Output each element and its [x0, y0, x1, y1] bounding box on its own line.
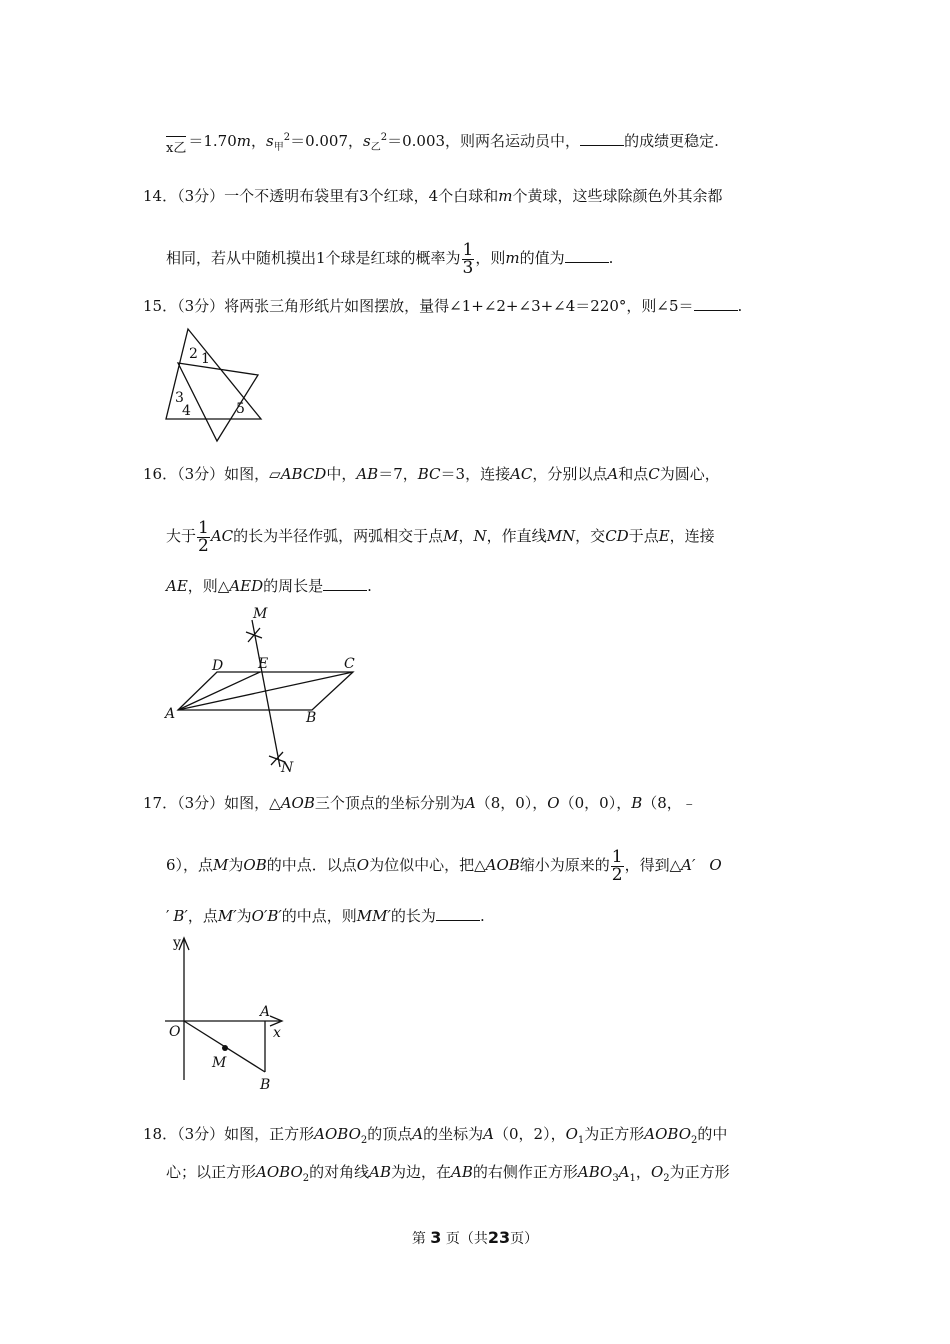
v-o2: O	[650, 1163, 664, 1181]
v-ac: AC	[210, 527, 234, 545]
label-m: M	[212, 1055, 227, 1071]
t: （8，0），	[475, 794, 548, 812]
t: .	[479, 907, 485, 925]
q15-score: （3分）	[177, 297, 225, 315]
v-abcd: ABCD	[280, 465, 327, 483]
q13-end: 的成绩更稳定.	[624, 132, 719, 150]
v-a1: A	[618, 1163, 630, 1181]
triangle-down	[178, 363, 258, 441]
q14-end: .	[608, 249, 614, 267]
answer-blank	[694, 296, 738, 311]
v-cd: CD	[605, 527, 629, 545]
sq-yi: 2	[380, 132, 388, 143]
page-number: 3	[430, 1228, 442, 1247]
v-ab: AB	[356, 465, 379, 483]
t: 为圆心，	[659, 465, 720, 483]
t: ＝7，	[378, 465, 418, 483]
t: ，作直线	[486, 527, 547, 545]
frac-den: 2	[611, 864, 623, 885]
t: 的长为半径作弧，两弧相交于点	[233, 527, 444, 545]
total-pages: 23	[487, 1228, 511, 1247]
q13-sep: ，	[250, 132, 266, 150]
label-c: C	[344, 656, 355, 672]
q15-number: 15．	[143, 297, 178, 315]
q14-text-2: 相同，若从中随机摸出1个球是红球的概率为	[166, 249, 461, 267]
q16-score: （3分）	[177, 465, 225, 483]
v-aobo: AOBO	[256, 1163, 303, 1181]
t: ＝3，连接	[440, 465, 511, 483]
label-o: O	[169, 1024, 181, 1040]
t: ，	[635, 1163, 651, 1181]
sub: 1	[629, 1173, 636, 1184]
page-footer	[0, 1228, 950, 1248]
v-b-prime: B′	[173, 907, 188, 925]
q17-line1	[143, 793, 697, 813]
v-o: O	[356, 856, 370, 874]
sub: 2	[302, 1173, 310, 1184]
t: 如图，▱	[224, 465, 281, 483]
answer-blank	[580, 131, 624, 146]
q18-line2	[166, 1162, 730, 1189]
q13-unit: m	[236, 132, 251, 150]
sub: 2	[360, 1135, 368, 1146]
s-jia: s	[266, 132, 274, 150]
answer-blank	[565, 248, 609, 263]
q16-figure	[160, 602, 370, 777]
q14-text-4: 的值为	[519, 249, 565, 267]
q15-figure	[160, 325, 270, 445]
q15-end: .	[737, 297, 743, 315]
t: .	[367, 577, 372, 595]
q17-number: 17．	[143, 794, 178, 812]
q16-line2	[166, 516, 715, 556]
t: （0，0），	[559, 794, 632, 812]
v-ob: OB	[243, 856, 267, 874]
q14-text-3: ，则	[475, 249, 506, 267]
q14-line2	[166, 238, 613, 278]
footer-post: 页）	[510, 1231, 539, 1247]
v-m: M	[443, 527, 459, 545]
q17-line3	[166, 906, 485, 926]
q13-tail	[166, 128, 719, 158]
v-ab: AB	[369, 1163, 391, 1181]
t: 的坐标为	[423, 1125, 484, 1143]
v-o1: O	[565, 1125, 578, 1143]
q18-score: （3分）	[177, 1125, 225, 1143]
t: ，点	[187, 907, 218, 925]
t: ′	[166, 907, 170, 925]
v-aed: AED	[229, 577, 264, 595]
t: ，则△	[187, 577, 230, 595]
t: 为	[236, 907, 252, 925]
v-bc: BC	[417, 465, 441, 483]
sub: 1	[577, 1135, 585, 1146]
label-y: y	[173, 935, 181, 951]
t: 和点	[618, 465, 649, 483]
q18-number: 18．	[143, 1125, 178, 1143]
v-a: A	[412, 1125, 424, 1143]
t: 为	[228, 856, 244, 874]
t: 的长为	[390, 907, 436, 925]
t: 中，	[326, 465, 357, 483]
t: 为正方形	[584, 1125, 645, 1143]
v-abo: ABO	[577, 1163, 613, 1181]
v-a: A	[483, 1125, 494, 1143]
q14-var: m	[498, 187, 513, 205]
t: ，得到△	[624, 856, 682, 874]
v-aob: AOB	[485, 856, 520, 874]
q14-text-b: 个黄球，这些球除颜色外其余都	[512, 187, 723, 205]
v-m: M	[213, 856, 229, 874]
segment-ae	[178, 672, 260, 710]
t: 三个顶点的坐标分别为	[314, 794, 465, 812]
angle-5: 5	[236, 401, 245, 417]
frac-num: 1	[198, 517, 209, 538]
xbar-yi: x乙	[166, 136, 186, 159]
answer-blank	[323, 576, 367, 591]
t: 于点	[628, 527, 659, 545]
angle-4: 4	[182, 403, 191, 419]
q16-line3	[166, 576, 372, 596]
frac-den: 2	[198, 535, 209, 556]
v-a: A	[607, 465, 619, 483]
point-m	[222, 1045, 228, 1051]
sub: 3	[612, 1173, 619, 1184]
t: （8，﹣	[642, 794, 697, 812]
answer-blank	[436, 906, 480, 921]
q15-text: 将两张三角形纸片如图摆放，量得∠1+∠2+∠3+∠4＝220°，则∠5＝	[224, 297, 694, 315]
label-a: A	[165, 706, 176, 722]
val-jia: ＝0.007，	[290, 132, 364, 150]
q14-line1	[143, 186, 722, 206]
label-b: B	[260, 1077, 271, 1093]
q16-number: 16．	[143, 465, 178, 483]
t: 的中点，则	[281, 907, 357, 925]
sub: 2	[663, 1173, 670, 1184]
q14-var-2: m	[505, 249, 520, 267]
angle-1: 1	[201, 351, 210, 367]
v-a-prime: A′	[681, 856, 696, 874]
frac-num: 1	[462, 239, 474, 260]
q15-line	[143, 296, 742, 316]
v-aob: AOB	[280, 794, 315, 812]
q17-line2	[166, 845, 722, 885]
q17-score: （3分）	[177, 794, 225, 812]
label-a: A	[260, 1004, 271, 1020]
t: 缩小为原来的	[519, 856, 610, 874]
v-a: A	[464, 794, 476, 812]
label-x: x	[273, 1025, 281, 1041]
q17-fraction	[611, 846, 624, 885]
t: 如图，△	[224, 794, 281, 812]
t: （0，2），	[493, 1125, 566, 1143]
t: 的顶点	[367, 1125, 413, 1143]
t: 的右侧作正方形	[472, 1163, 578, 1181]
angle-3: 3	[175, 390, 184, 406]
t: ，	[458, 527, 474, 545]
label-b: B	[306, 710, 317, 726]
v-b-prime: B′	[267, 907, 282, 925]
t: 的周长是	[263, 577, 324, 595]
v-aobo: AOBO	[644, 1125, 692, 1143]
q13-value: ＝1.70	[188, 132, 237, 150]
label-m: M	[253, 606, 268, 622]
t: ，交	[575, 527, 606, 545]
v-m-prime: M′	[217, 907, 237, 925]
frac-num: 1	[611, 846, 623, 867]
v-e: E	[658, 527, 670, 545]
v-b: B	[631, 794, 643, 812]
t: ，分别以点	[532, 465, 608, 483]
v-mn: MN	[546, 527, 576, 545]
v-aobo: AOBO	[314, 1125, 361, 1143]
footer-mid: 页（共	[445, 1231, 488, 1247]
sub-yi: 乙	[370, 142, 381, 153]
v-o-prime: O′	[251, 907, 268, 925]
t: 的中点．以点	[266, 856, 357, 874]
q14-number: 14．	[143, 187, 178, 205]
v-ae: AE	[166, 577, 188, 595]
v-ab: AB	[451, 1163, 473, 1181]
t: 的对角线	[309, 1163, 370, 1181]
t: 大于	[166, 527, 197, 545]
t: ，连接	[669, 527, 715, 545]
label-e: E	[258, 656, 269, 672]
sub: 2	[691, 1135, 698, 1146]
t: 心；以正方形	[166, 1163, 257, 1181]
v-c: C	[648, 465, 660, 483]
angle-2: 2	[189, 346, 198, 362]
q14-score: （3分）	[177, 187, 225, 205]
t: 如图，正方形	[224, 1125, 315, 1143]
label-n: N	[281, 760, 294, 776]
t: 为正方形	[669, 1163, 730, 1181]
sub-jia: 甲	[273, 142, 284, 153]
q14-fraction	[462, 239, 475, 278]
v-o: O	[547, 794, 560, 812]
t: 6），点	[166, 856, 214, 874]
t: 为位似中心，把△	[369, 856, 486, 874]
q17-figure	[160, 930, 300, 1095]
s-yi: s	[363, 132, 371, 150]
frac-den: 3	[462, 257, 474, 278]
t: 的中	[697, 1125, 728, 1143]
val-yi: ＝0.003，则两名运动员中，	[387, 132, 581, 150]
v-n: N	[473, 527, 487, 545]
v-mm: MM′	[356, 907, 391, 925]
footer-pre: 第	[411, 1231, 426, 1247]
t: 为边，在	[391, 1163, 452, 1181]
q14-text: 一个不透明布袋里有3个红球，4个白球和	[224, 187, 499, 205]
sq-jia: 2	[283, 132, 291, 143]
q18-line1	[143, 1124, 727, 1151]
q16-fraction	[197, 517, 210, 556]
label-d: D	[212, 658, 224, 674]
v-ac: AC	[510, 465, 533, 483]
v-o-prime: O	[709, 856, 722, 874]
q16-line1	[143, 464, 720, 484]
